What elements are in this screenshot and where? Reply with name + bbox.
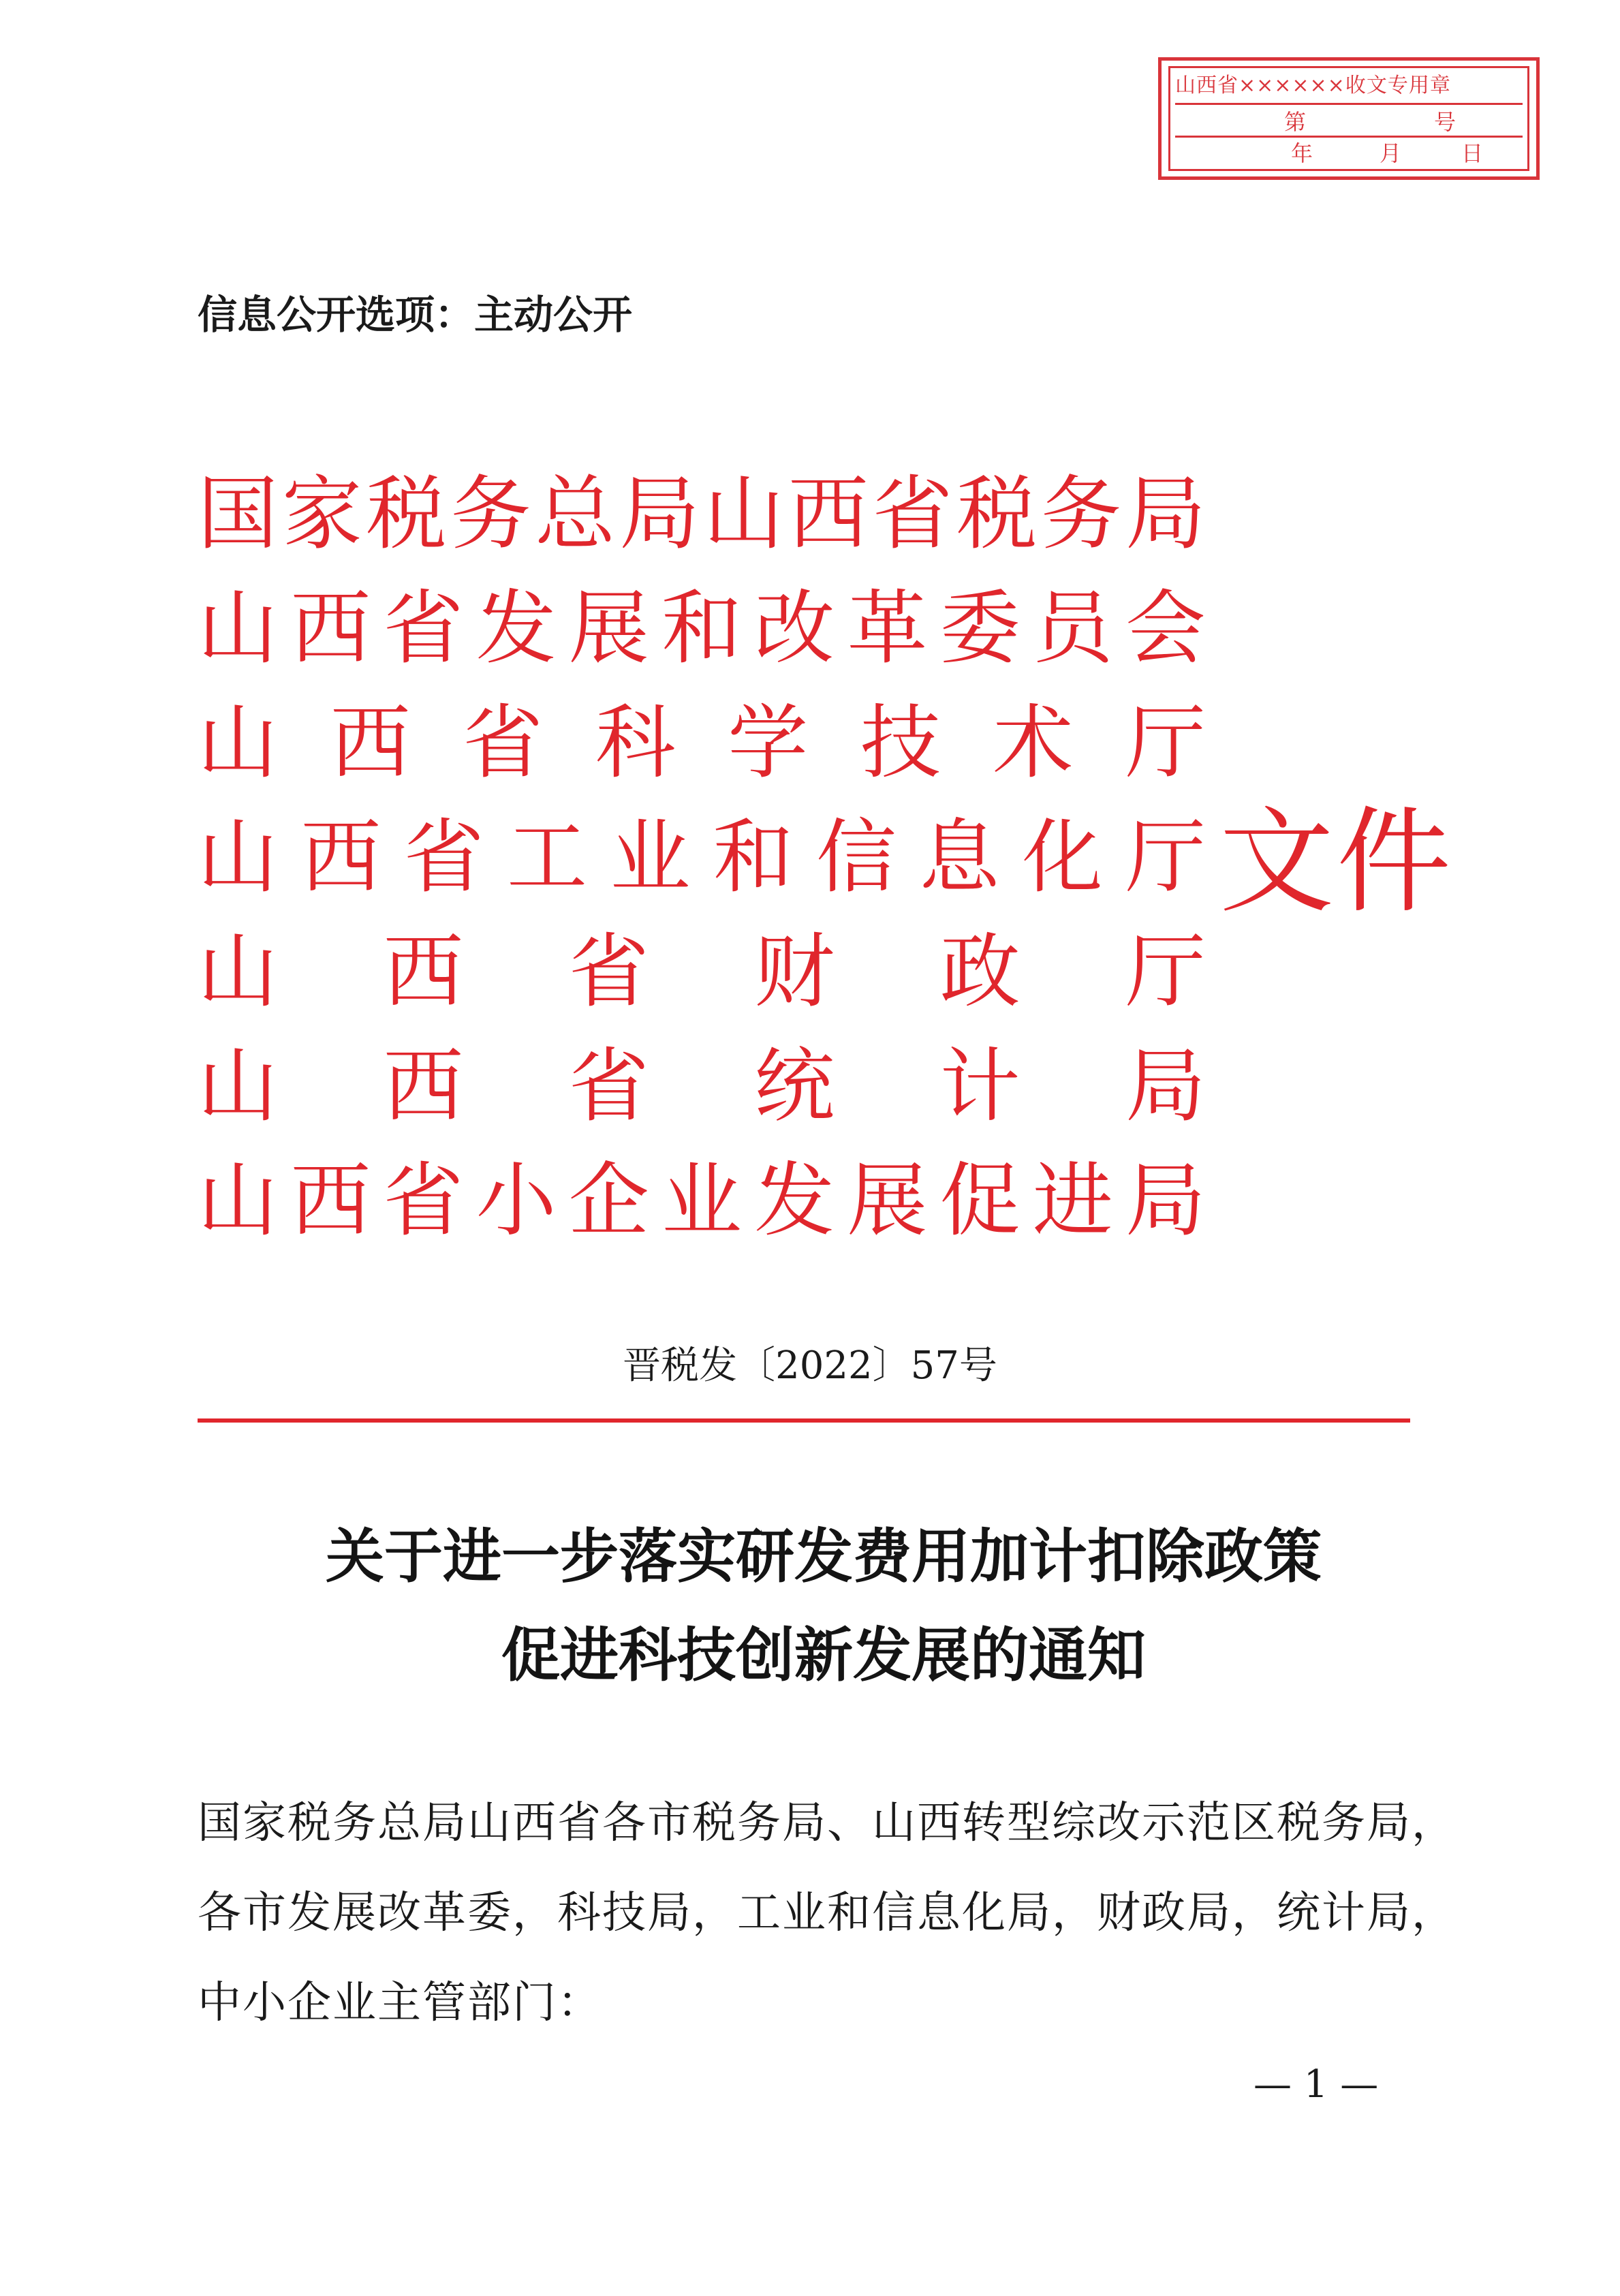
agency-char: 统	[754, 1039, 835, 1133]
agency-char: 工	[506, 810, 587, 904]
salutation-line: 中小企业主管部门：	[198, 1978, 602, 2028]
stamp-hao: 号	[1434, 109, 1457, 135]
document-word: 文件	[1219, 795, 1454, 929]
agency-char: 改	[754, 581, 835, 675]
agency-name	[198, 685, 1206, 800]
agency-char: 山	[198, 581, 279, 675]
agency-char: 厅	[1125, 810, 1206, 904]
agency-char: 和	[661, 581, 742, 675]
agency-char: 术	[993, 696, 1074, 790]
agency-line	[198, 1143, 1206, 1258]
agency-char: 发	[754, 1153, 835, 1247]
stamp-number-row	[1175, 108, 1523, 138]
stamp-nian: 年	[1291, 140, 1313, 166]
agency-char: 局	[1125, 1039, 1206, 1133]
agency-char: 展	[568, 581, 649, 675]
agency-char: 业	[610, 810, 691, 904]
agency-name	[198, 1143, 1206, 1258]
agency-line	[198, 914, 1206, 1029]
agency-char: 科	[595, 696, 676, 790]
agency-char: 和	[713, 810, 794, 904]
agency-char: 山	[198, 810, 279, 904]
agency-char: 局	[619, 467, 700, 561]
salutation-line: 国家税务总局山西省各市税务局、山西转型综改示范区税务局，	[198, 1798, 1457, 1848]
document-title-line-2: 促进科技创新发展的通知	[501, 1621, 1146, 1690]
issuing-agencies	[198, 456, 1206, 1258]
agency-char: 会	[1125, 581, 1206, 675]
agency-char: 山	[703, 467, 784, 561]
stamp-date-row	[1175, 140, 1523, 167]
salutation	[198, 1778, 1457, 2048]
agency-char: 山	[198, 925, 279, 1019]
stamp-ri: 日	[1461, 140, 1484, 166]
agency-name	[198, 914, 1206, 1029]
agency-char: 息	[919, 810, 1000, 904]
disclosure-option: 信息公开选项：主动公开	[198, 292, 633, 338]
agency-char: 财	[754, 925, 835, 1019]
agency-name	[198, 800, 1206, 914]
agency-line	[198, 571, 1206, 685]
agency-name	[198, 571, 1206, 685]
agency-char: 局	[1125, 467, 1206, 561]
agency-char: 企	[568, 1153, 649, 1247]
agency-char: 局	[1125, 1153, 1206, 1247]
stamp-yue: 月	[1380, 140, 1402, 166]
agency-char: 业	[661, 1153, 742, 1247]
agency-name	[198, 1029, 1206, 1143]
document-number: 晋税发〔2022〕57号	[623, 1344, 997, 1388]
agency-char: 计	[939, 1039, 1021, 1133]
agency-char: 发	[476, 581, 557, 675]
agency-char: 西	[290, 1153, 371, 1247]
agency-char: 政	[939, 925, 1021, 1019]
page-number: — 1 —	[1253, 2062, 1379, 2107]
red-separator-line	[198, 1418, 1410, 1423]
agency-char: 厅	[1125, 696, 1206, 790]
agency-char: 务	[1041, 467, 1122, 561]
agency-char: 总	[535, 467, 616, 561]
agency-line	[198, 456, 1206, 571]
agency-char: 委	[939, 581, 1021, 675]
agency-char: 信	[815, 810, 897, 904]
agency-char: 省	[383, 581, 464, 675]
agency-line	[198, 685, 1206, 800]
agency-char: 促	[939, 1153, 1021, 1247]
salutation-line: 各市发展改革委，科技局，工业和信息化局，财政局，统计局，	[198, 1888, 1457, 1938]
agency-char: 家	[281, 467, 362, 561]
agency-char: 西	[300, 810, 381, 904]
agency-char: 省	[403, 810, 484, 904]
agency-char: 省	[383, 1153, 464, 1247]
agency-char: 展	[847, 1153, 928, 1247]
stamp-di: 第	[1284, 109, 1307, 135]
agency-char: 进	[1032, 1153, 1113, 1247]
document-title-line-1: 关于进一步落实研发费用加计扣除政策	[326, 1522, 1322, 1591]
agency-char: 小	[476, 1153, 557, 1247]
agency-char: 务	[450, 467, 531, 561]
agency-char: 厅	[1125, 925, 1206, 1019]
agency-name	[198, 456, 1206, 571]
agency-char: 税	[366, 467, 447, 561]
agency-char: 员	[1032, 581, 1113, 675]
agency-char: 省	[872, 467, 953, 561]
agency-char: 山	[198, 1039, 279, 1133]
agency-char: 西	[383, 925, 464, 1019]
agency-char: 革	[847, 581, 928, 675]
agency-char: 山	[198, 1153, 279, 1247]
agency-char: 学	[728, 696, 809, 790]
agency-line	[198, 1029, 1206, 1143]
stamp-title: 山西省××××××收文专用章	[1175, 69, 1523, 105]
agency-char: 西	[788, 467, 869, 561]
agency-char: 税	[956, 467, 1038, 561]
agency-char: 化	[1022, 810, 1103, 904]
agency-char: 西	[383, 1039, 464, 1133]
agency-char: 省	[463, 696, 544, 790]
agency-char: 技	[860, 696, 941, 790]
agency-char: 西	[290, 581, 371, 675]
receipt-stamp	[1158, 57, 1540, 180]
agency-char: 山	[198, 696, 279, 790]
agency-char: 省	[568, 1039, 649, 1133]
agency-char: 省	[568, 925, 649, 1019]
agency-line	[198, 800, 1206, 914]
agency-char: 西	[330, 696, 411, 790]
agency-char: 国	[198, 467, 279, 561]
